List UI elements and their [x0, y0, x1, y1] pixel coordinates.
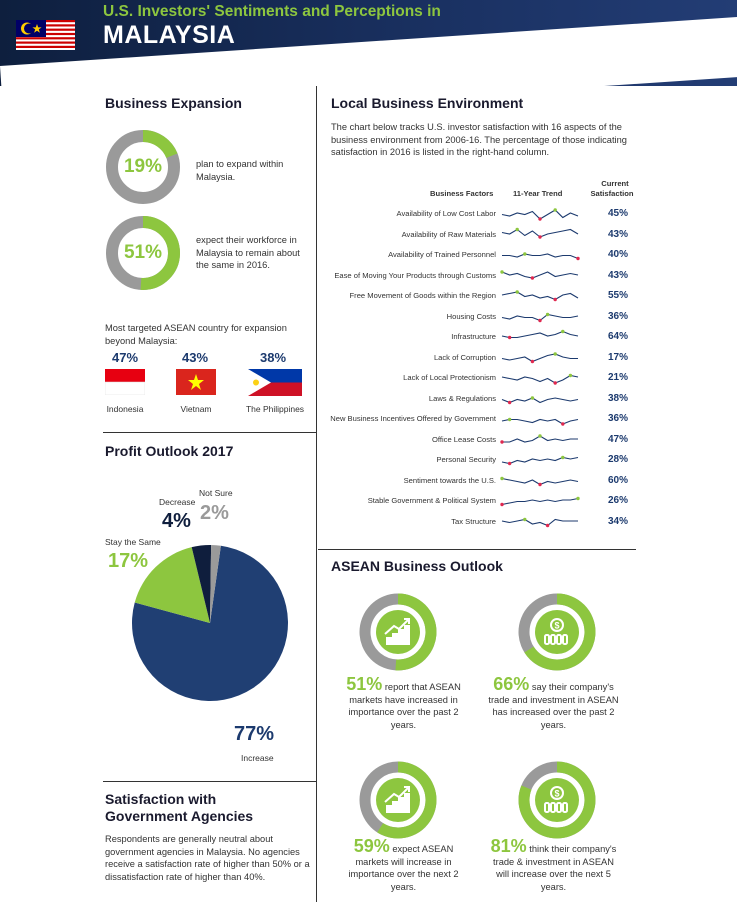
svg-text:$: $ [554, 620, 560, 631]
table-row [318, 492, 636, 512]
pie-value-stay-same: 17% [108, 550, 149, 572]
current-satisfaction-value: 17% [608, 351, 629, 363]
trend-sparkline [500, 513, 580, 531]
asean-donut [517, 760, 597, 840]
current-satisfaction-value: 40% [608, 249, 629, 260]
trend-sparkline [500, 328, 580, 346]
current-satisfaction-value: 45% [608, 208, 629, 219]
current-satisfaction-value: 34% [608, 515, 629, 527]
table-row [318, 472, 636, 492]
factor-name: Laws & Regulations [428, 393, 496, 403]
local-business-title: Local Business Environment [331, 95, 524, 111]
table-row [318, 431, 636, 451]
factor-name: Sentiment towards the U.S. [403, 475, 496, 485]
trend-sparkline [500, 369, 580, 387]
gov-satisfaction-title-2: Government Agencies [105, 808, 254, 824]
factor-name: New Business Incentives Offered by Government [330, 414, 496, 423]
trend-sparkline [500, 226, 580, 244]
trend-sparkline [500, 349, 580, 367]
asean-donut [358, 592, 438, 672]
asean-donut [517, 592, 597, 672]
trend-sparkline [500, 472, 580, 490]
table-row [318, 308, 636, 328]
philippines-label: The Philippines [245, 404, 305, 414]
indonesia-flag-icon [105, 369, 145, 395]
pie-label-not-sure: Not Sure [199, 488, 233, 498]
trend-sparkline [500, 308, 580, 326]
asean-outlook-pct: 66% [493, 674, 530, 694]
vietnam-flag-icon [176, 369, 216, 395]
col-header-factors: Business Factors [430, 189, 494, 198]
trend-sparkline [500, 205, 580, 223]
indonesia-label: Indonesia [106, 404, 144, 414]
profit-outlook-title: Profit Outlook 2017 [105, 443, 234, 459]
indonesia-pct: 47% [112, 350, 139, 365]
header-title: MALAYSIA [103, 21, 236, 49]
asean-outlook-text [336, 836, 471, 893]
col-header-current: Current [601, 179, 629, 188]
factor-name: Ease of Moving Your Products through Customs [334, 270, 496, 280]
asean-donut [358, 760, 438, 840]
asean-outlook-text [486, 674, 621, 731]
table-row [318, 287, 636, 307]
trend-sparkline [500, 451, 580, 469]
factor-name: Personal Security [436, 455, 496, 464]
current-satisfaction-value: 36% [608, 310, 629, 322]
asean-outlook-pct: 59% [353, 836, 390, 856]
philippines-flag-icon [248, 369, 302, 396]
asean-outlook-desc: think their company's trade & investment in ASEAN will increase over the next 5 years. [493, 844, 617, 892]
profit-pie-chart [131, 544, 289, 702]
factor-name: Availability of Low Cost Labor [396, 209, 496, 218]
current-satisfaction-value: 43% [608, 228, 629, 240]
table-row [318, 267, 636, 287]
factor-name: Lack of Local Protectionism [403, 373, 496, 382]
table-row [318, 369, 636, 389]
table-row [318, 410, 636, 430]
table-row [318, 226, 636, 246]
pie-value-decrease: 4% [162, 510, 191, 532]
trend-sparkline [500, 410, 580, 428]
asean-outlook-pct: 81% [490, 836, 527, 856]
factor-name: Housing Costs [446, 311, 496, 321]
expansion-text-2: expect their workforce in Malaysia to remain about the same in 2016. [196, 235, 300, 270]
current-satisfaction-value: 38% [608, 392, 629, 404]
divider-left-1 [103, 432, 316, 433]
header-subtitle: U.S. Investors' Sentiments and Perceptions in [103, 3, 441, 20]
factor-name: Availability of Trained Personnel [388, 250, 496, 259]
asean-outlook-text [336, 674, 471, 731]
asean-outlook-desc: report that ASEAN markets have increased in importance over the past 2 years. [348, 682, 461, 730]
current-satisfaction-value: 36% [608, 413, 629, 424]
factor-name: Availability of Raw Materials [401, 229, 496, 239]
expansion-pct-1: 19% [123, 156, 163, 177]
asean-outlook-desc: expect ASEAN markets will increase in importance over the next 2 years. [348, 844, 459, 892]
gov-satisfaction-text: Respondents are generally neutral about government agencies in Malaysia. No agencies receive a satisfaction rate of higher than 50% or a dissatisfaction rate of higher than 40%. [105, 834, 310, 882]
divider-right-1 [318, 549, 636, 550]
philippines-pct: 38% [260, 350, 287, 365]
current-satisfaction-value: 21% [608, 372, 629, 383]
vietnam-pct: 43% [182, 350, 209, 365]
asean-outlook-desc: say their company's trade and investment in ASEAN has increased over the past 2 years. [488, 682, 619, 730]
pie-value-increase: 77% [234, 723, 275, 745]
table-row [318, 328, 636, 348]
business-expansion-title: Business Expansion [105, 95, 242, 111]
current-satisfaction-value: 47% [608, 433, 629, 445]
pie-label-decrease: Decrease [159, 497, 196, 507]
current-satisfaction-value: 28% [608, 454, 629, 465]
factor-name: Lack of Corruption [433, 352, 496, 362]
col-header-trend: 11-Year Trend [513, 189, 563, 198]
trend-sparkline [500, 246, 580, 264]
current-satisfaction-value: 26% [608, 495, 629, 506]
asean-outlook-text [486, 836, 621, 893]
malaysia-flag-icon [16, 20, 75, 50]
current-satisfaction-value: 43% [608, 269, 629, 281]
table-row [318, 390, 636, 410]
target-country-label: Most targeted ASEAN country for expansion beyond Malaysia: [105, 323, 287, 346]
asean-outlook-pct: 51% [346, 674, 383, 694]
table-row [318, 205, 636, 225]
trend-sparkline [500, 267, 580, 285]
trend-sparkline [500, 390, 580, 408]
factor-name: Tax Structure [451, 516, 496, 526]
table-row [318, 246, 636, 266]
pie-label-stay-same: Stay the Same [105, 537, 161, 547]
factor-name: Stable Government & Political System [367, 496, 496, 505]
pie-value-not-sure: 2% [200, 502, 229, 524]
trend-sparkline [500, 431, 580, 449]
expansion-text-1: plan to expand within Malaysia. [196, 159, 284, 182]
current-satisfaction-value: 64% [608, 331, 629, 342]
factor-name: Infrastructure [451, 332, 496, 341]
vietnam-label: Vietnam [180, 404, 212, 414]
expansion-pct-2: 51% [123, 242, 163, 263]
column-divider [316, 86, 317, 902]
trend-sparkline [500, 287, 580, 305]
current-satisfaction-value: 55% [608, 290, 629, 301]
asean-outlook-title: ASEAN Business Outlook [331, 558, 503, 574]
gov-satisfaction-title-1: Satisfaction with [105, 791, 217, 807]
col-header-satisfaction: Satisfaction [590, 189, 634, 198]
trend-sparkline [500, 492, 580, 510]
table-row [318, 451, 636, 471]
divider-left-2 [103, 781, 316, 782]
pie-label-increase: Increase [241, 753, 274, 763]
factor-name: Office Lease Costs [431, 434, 496, 444]
table-row [318, 513, 636, 533]
factor-name: Free Movement of Goods within the Region [349, 291, 496, 300]
table-row [318, 349, 636, 369]
current-satisfaction-value: 60% [608, 474, 629, 486]
local-business-intro: The chart below tracks U.S. investor satisfaction with 16 aspects of the business environment from 2006-16. The percentage of those indicating satisfaction in 2016 is listed in the right-hand column. [331, 122, 627, 157]
svg-text:$: $ [554, 788, 560, 799]
